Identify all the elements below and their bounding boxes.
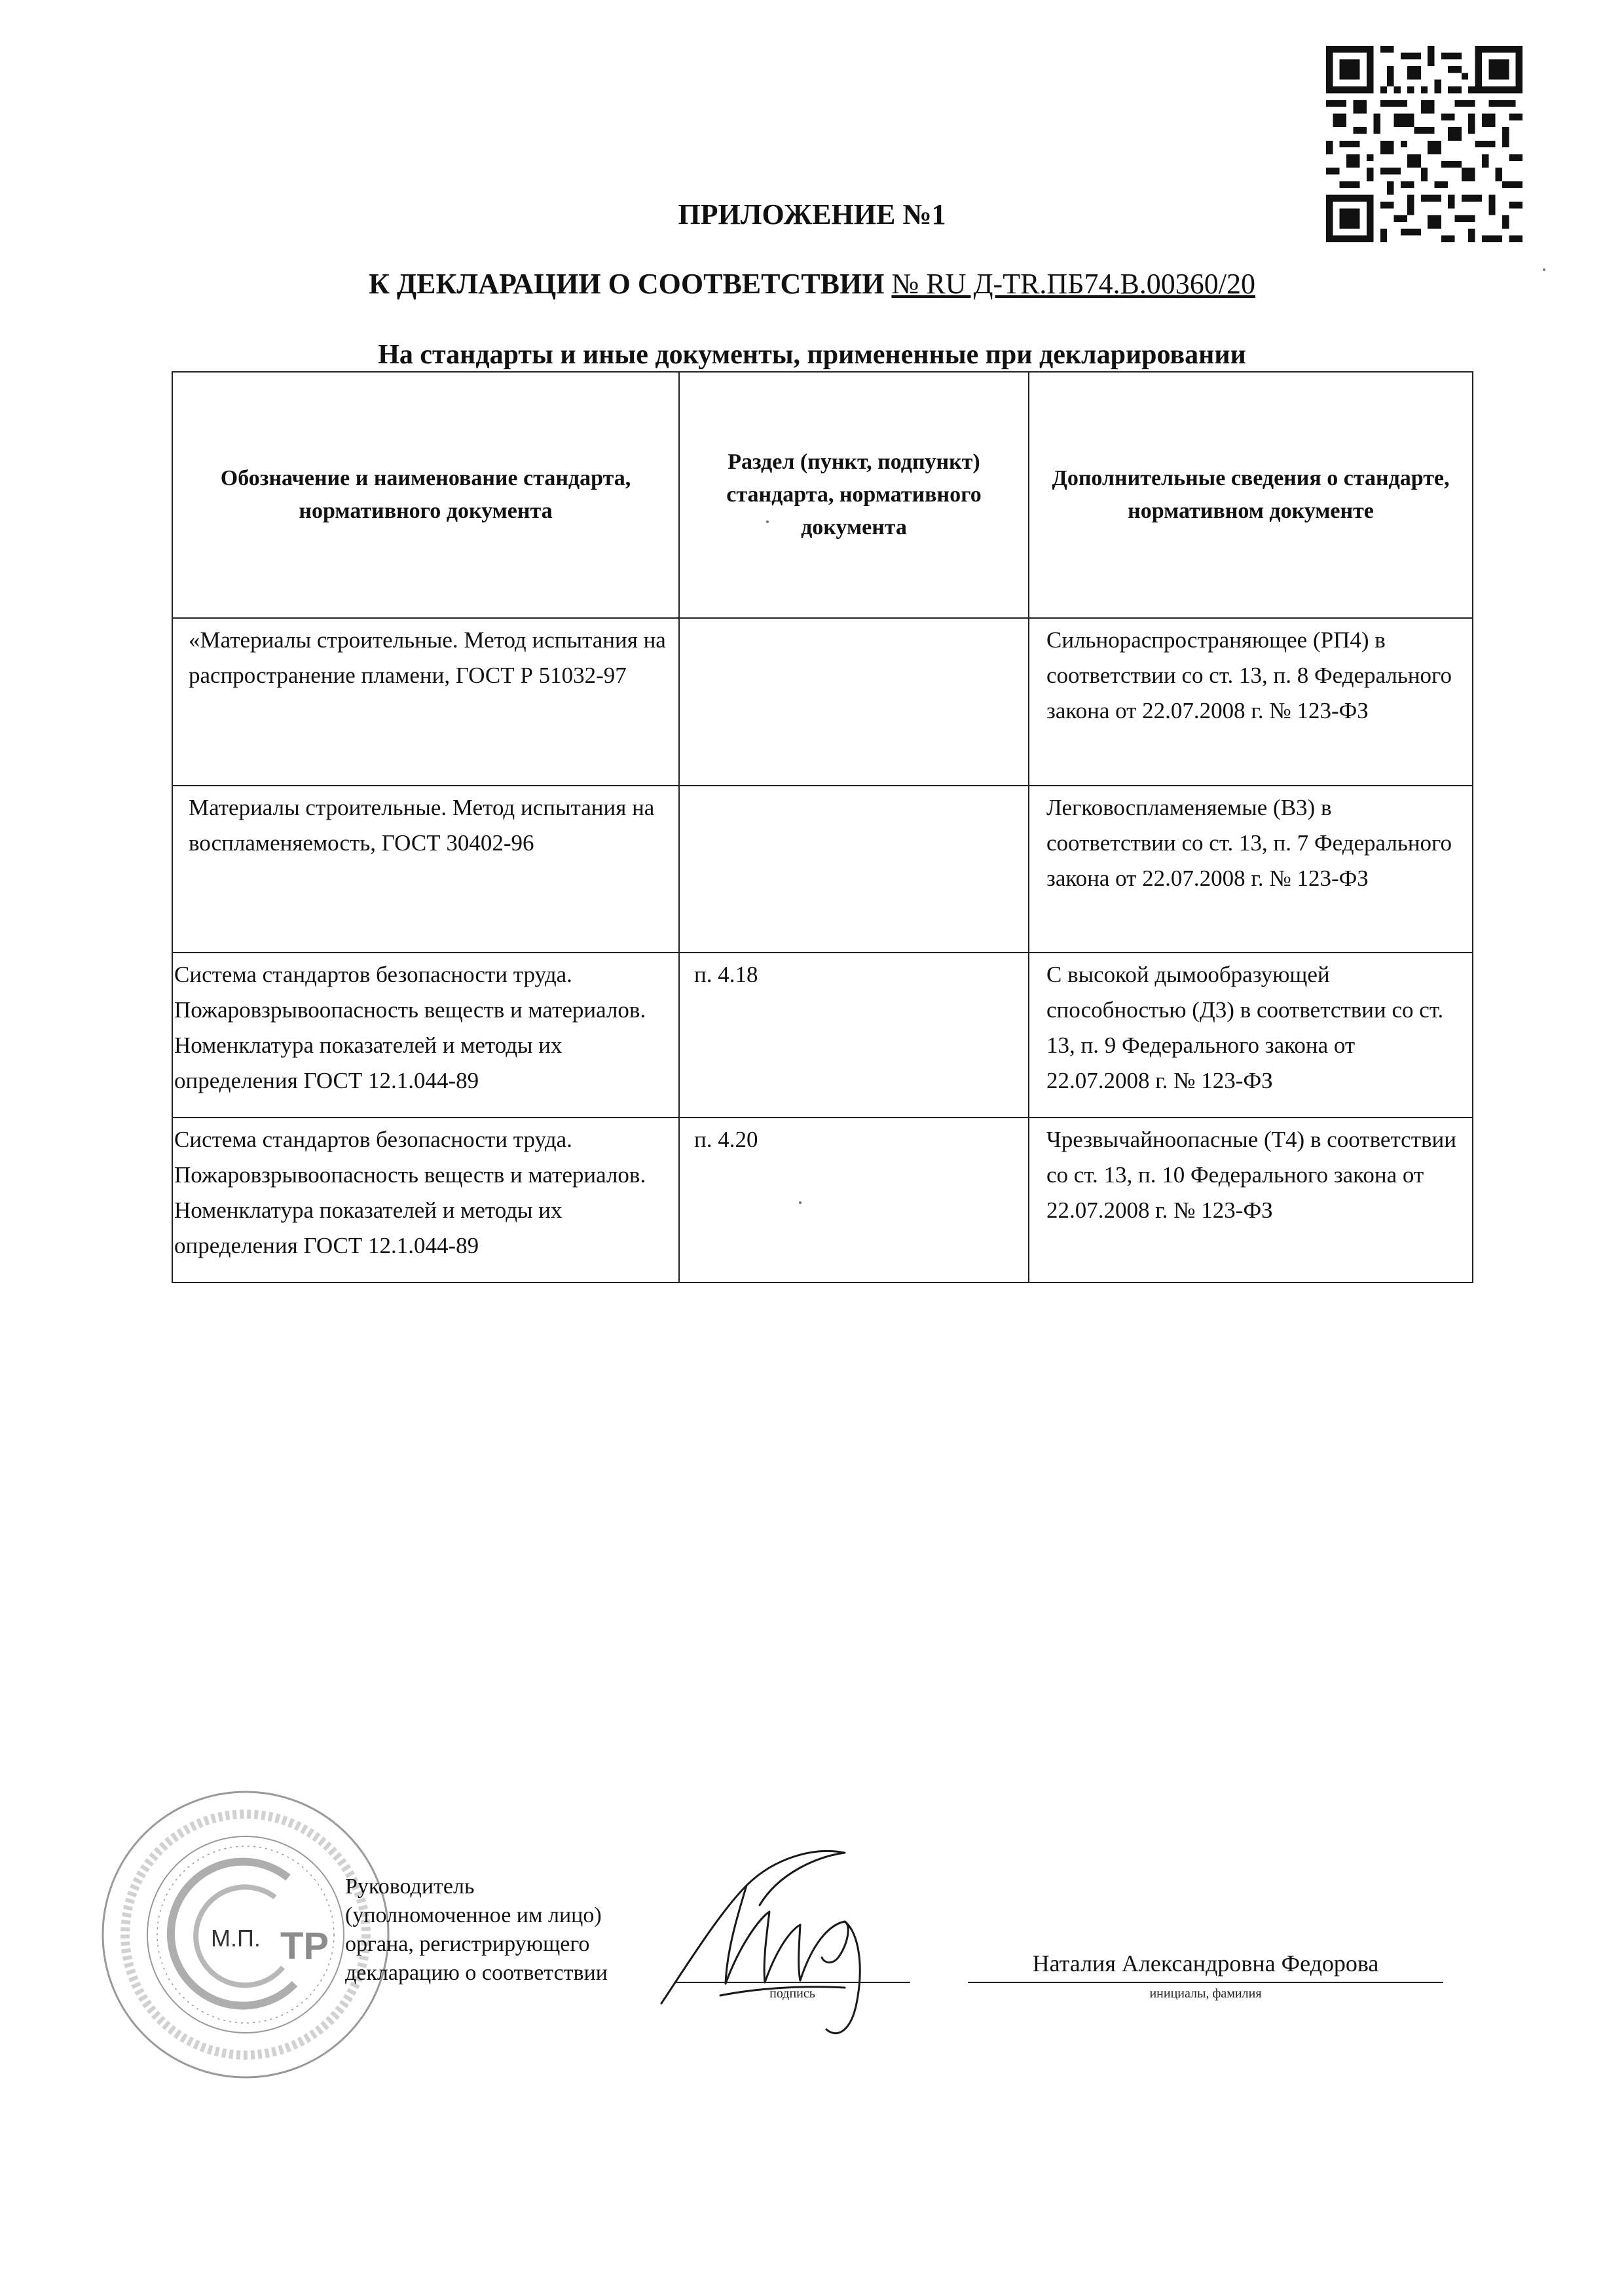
standard-cell: Система стандартов безопасности труда. Пожаровзрывоопасность веществ и материалов. Номенклатура показателей и методы их определения ГОСТ 12.1.044-89 bbox=[172, 1118, 679, 1283]
section-cell: п. 4.18 bbox=[679, 953, 1029, 1118]
column-header-section: Раздел (пункт, подпункт) стандарта, нормативного документа bbox=[679, 372, 1029, 618]
standard-cell: Материалы строительные. Метод испытания на воспламеняемость, ГОСТ 30402-96 bbox=[172, 786, 679, 953]
signatory-role bbox=[345, 1872, 608, 1988]
info-cell: Чрезвычайноопасные (Т4) в соответствии со ст. 13, п. 10 Федерального закона от 22.07.2008 г. № 123-ФЗ bbox=[1029, 1118, 1473, 1283]
appendix-title: ПРИЛОЖЕНИЕ №1 bbox=[678, 198, 946, 230]
signature-line bbox=[674, 1982, 910, 1983]
name-caption: инициалы, фамилия bbox=[1149, 1986, 1262, 2001]
info-cell: С высокой дымообразующей способностью (Д3) в соответствии со ст. 13, п. 9 Федерального закона от 22.07.2008 г. № 123-ФЗ bbox=[1029, 953, 1473, 1118]
section-cell: п. 4.20 bbox=[679, 1118, 1029, 1283]
standards-table bbox=[172, 371, 1473, 1283]
section-cell bbox=[679, 786, 1029, 953]
section-cell bbox=[679, 618, 1029, 786]
standard-cell: Система стандартов безопасности труда. Пожаровзрывоопасность веществ и материалов. Номенклатура показателей и методы их определения ГОСТ 12.1.044-89 bbox=[172, 953, 679, 1118]
table-row bbox=[172, 618, 1473, 786]
scan-speck bbox=[766, 520, 769, 523]
svg-text:TP: TP bbox=[280, 1925, 329, 1967]
table-row bbox=[172, 1118, 1473, 1283]
declaration-number: № RU Д-TR.ПБ74.В.00360/20 bbox=[891, 268, 1256, 300]
scan-speck bbox=[1543, 268, 1545, 271]
info-cell: Легковоспламеняемые (В3) в соответствии со ст. 13, п. 7 Федерального закона от 22.07.2008 г. № 123-ФЗ bbox=[1029, 786, 1473, 953]
role-line: Руководитель bbox=[345, 1874, 475, 1899]
declaration-prefix: К ДЕКЛАРАЦИИ О СООТВЕТСТВИИ bbox=[368, 268, 892, 300]
role-line: органа, регистрирующего bbox=[345, 1932, 590, 1956]
scan-speck bbox=[799, 1201, 802, 1204]
signature-caption: подпись bbox=[769, 1986, 815, 2001]
table-row bbox=[172, 953, 1473, 1118]
role-line: (уполномоченное им лицо) bbox=[345, 1903, 602, 1927]
column-header-info: Дополнительные сведения о стандарте, нормативном документе bbox=[1029, 372, 1473, 618]
stamp-label: М.П. bbox=[211, 1925, 261, 1952]
table-caption: На стандарты и иные документы, примененные при декларировании bbox=[378, 340, 1246, 370]
standard-cell: «Материалы строительные. Метод испытания на распространение пламени, ГОСТ Р 51032-97 bbox=[172, 618, 679, 786]
name-line bbox=[968, 1982, 1443, 1983]
role-line: декларацию о соответствии bbox=[345, 1961, 608, 1985]
table-row bbox=[172, 786, 1473, 953]
column-header-standard: Обозначение и наименование стандарта, нормативного документа bbox=[172, 372, 679, 618]
info-cell: Сильнораспространяющее (РП4) в соответствии со ст. 13, п. 8 Федерального закона от 22.07.2008 г. № 123-ФЗ bbox=[1029, 618, 1473, 786]
table-header-row bbox=[172, 372, 1473, 618]
signatory-name: Наталия Александровна Федорова bbox=[1032, 1950, 1379, 1977]
declaration-title bbox=[0, 267, 1624, 301]
handwritten-signature bbox=[648, 1833, 923, 2043]
